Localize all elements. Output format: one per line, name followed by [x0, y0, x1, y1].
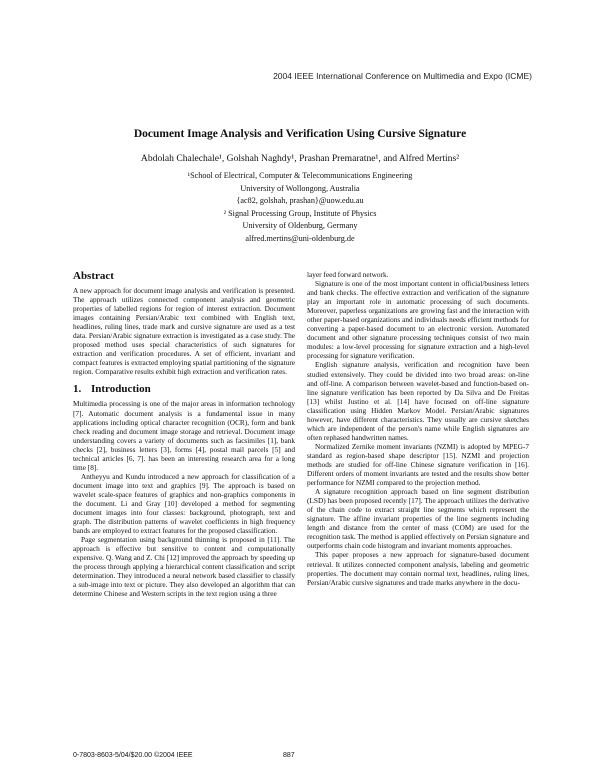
affiliation-line: University of Wollongong, Australia — [240, 183, 360, 193]
body-paragraph: This paper proposes a new approach for signature-based document retrieval. It utilizes connected component analysis, labeling and geometric properties. The document may contain normal text, headlines, ruling lines, Persian/Arabic cursive signatures and trade marks anywhere in the docu- — [307, 550, 529, 587]
introduction-heading — [73, 383, 295, 396]
abstract-heading: Abstract — [73, 270, 114, 282]
body-paragraph: Signature is one of the most important content in official/business letters and bank checks. The effective extraction and verification of the signature play an important role in automatic processing of such documents. Moreover, paperless organizations are growing fast and the interaction with other paper-based organizations and individuals needs efficient methods for converting a paper-based document to an electronic version. Automated document and other signature processing techniques consist of two main modules: a low-level processing for signature extraction and a high-level processing for signature verification. — [307, 279, 529, 361]
section-title: Introduction — [91, 383, 151, 396]
intro-paragraph: Multimedia processing is one of the major areas in information technology [7]. Automatic document analysis is a fundamental issue in many applications including optical character recognition (OCR), form and bank check reading and document image storage and retrieval. Document image understanding covers a variety of documents such as facsimiles [1], bank checks [2], business letters [3], forms [4], postal mail parcels [5] and technical articles [6, 7]. has been an interesting research area for a long time [8]. — [73, 399, 295, 472]
affiliation-email: alfred.mertins@uni-oldenburg.de — [245, 233, 355, 243]
section-number: 1. — [73, 383, 82, 396]
author-list: Abdolah Chalechale¹, Golshah Naghdy¹, Prashan Premaratne¹, and Alfred Mertins² — [140, 153, 460, 164]
affiliation-line: ² Signal Processing Group, Institute of Physics — [223, 208, 377, 218]
copyright-footer: 0-7803-8603-5/04/$20.00 ©2004 IEEE — [73, 752, 193, 759]
left-column — [73, 270, 295, 748]
affiliation-line: University of Oldenburg, Germany — [242, 221, 358, 231]
intro-paragraph: Antheyyu and Kundu introduced a new approach for classification of a document image into text and graphics [9]. The approach is based on wavelet scale-space features of graphics and non-graphics components in the document. Li and Gray [10] developed a method for segmenting document images into four classes: background, photograph, text and graph. The distribution patterns of wavelet coefficients in high frequency bands are employed to extract features for the proposed classification. — [73, 471, 295, 536]
affiliations — [0, 170, 600, 246]
conference-header: 2004 IEEE International Conference on Multimedia and Expo (ICME) — [273, 71, 532, 81]
right-column — [307, 270, 529, 748]
body-paragraph: A signature recognition approach based on line segment distribution (LSD) has been proposed recently [17]. The approach utilizes the derivative of the chain code to extract straight line segments which represent the signature. The affine invariant properties of the line segments including length and distance from the center of mass (COM) are used for the recognition task. The method is applied effectively on Persian signature and outperforms chain code histogram and invariant moments approaches. — [307, 487, 529, 551]
paper-title: Document Image Analysis and Verification Using Cursive Signature — [133, 128, 467, 140]
affiliation-line: ¹School of Electrical, Computer & Telecommunications Engineering — [187, 171, 413, 180]
body-paragraph: English signature analysis, verification and recognition have been studied extensively. They could be divided into two broad areas: on-line and off-line. A comparison between wavelet-based and function-based on-line signature verification has been reported by Da Silva and De Freitas [13] whilst Justino et al. [14] have focused on off-line signature classification using Hidden Markov Model. Persian/Arabic signatures however, have different characteristics. They usually are cursive sketches which are independent of the person's name while English signatures are often rephased handwritten names. — [307, 360, 529, 442]
page-number: 887 — [283, 752, 295, 759]
affiliation-email: {ac82, golshah, prashan}@uow.edu.au — [236, 196, 364, 206]
intro-paragraph: Page segmentation using background thinning is proposed in [11]. The approach is effective but sensitive to content and computationally expensive. Q. Wang and Z. Chi [12] improved the approach by speeding up the process through applying a hierarchical content classification and script determination. They introduced a neural network based classifier to classify a sub-image into text or picture. They also developed an algorithm that can determine Chinese and Western scripts in the text region using a three — [73, 535, 295, 599]
body-paragraph: Normalized Zernike moment invariants (NZMI) is adopted by MPEG-7 standard as region-based shape descriptor [15]. NZMI and projection methods are studied for off-line Chinese signature verification in [16]. Different orders of moment invariants are tested and the results show better performance for NZMI compared to the projection method. — [307, 441, 529, 488]
abstract-text: A new approach for document image analysis and verification is presented. The approach utilizes connected component analysis and geometric properties of labelled regions for region of interest extraction. Document images containing Persian/Arabic text combined with English text, headlines, ruling lines, trade mark and cursive signature are used as a test data. Persian/Arabic signature extraction is investigated as a case study. The proposed method uses special characteristics of such signatures for extraction and verification procedures. A set of efficient, invariant and compact features is extracted employing spatial partitioning of the signature region. Comparative results exhibit high extraction and verification rates. — [73, 286, 295, 377]
body-paragraph: layer feed forward network. — [307, 270, 389, 279]
